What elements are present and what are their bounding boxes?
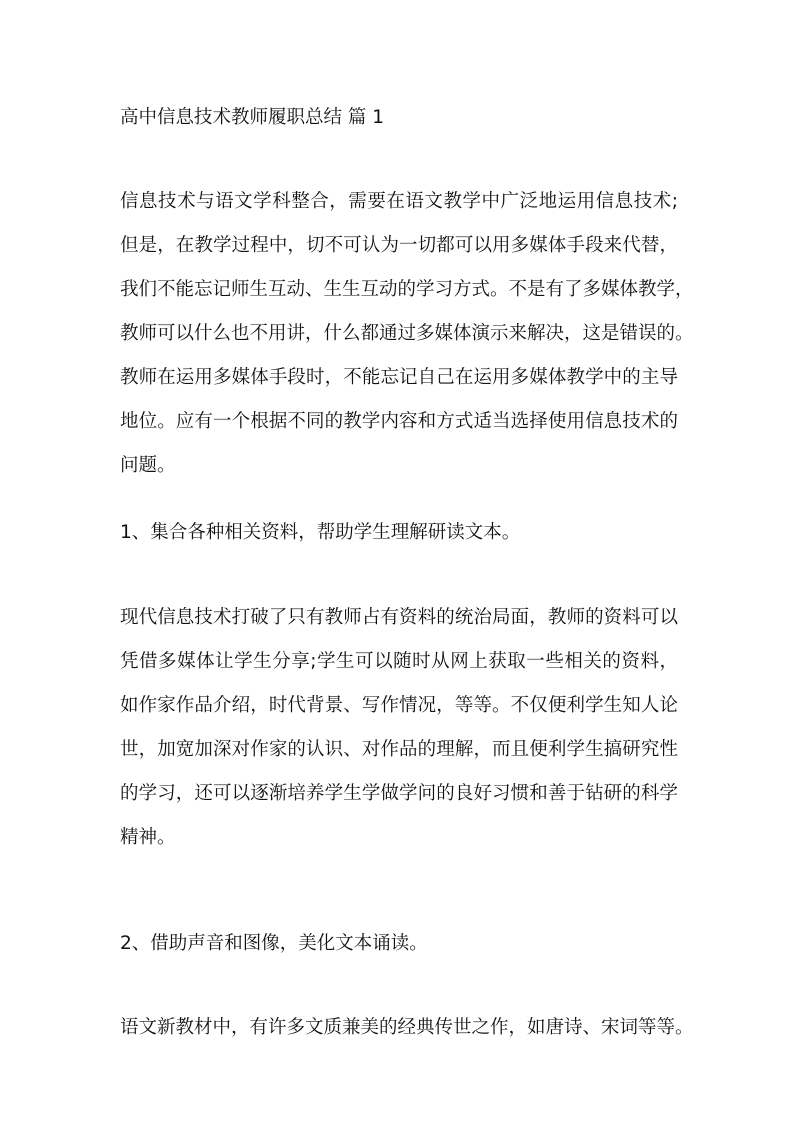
- paragraph-line: 凭借多媒体让学生分享;学生可以随时从网上获取一些相关的资料，: [120, 651, 678, 672]
- paragraph-line: 的学习，还可以逐渐培养学生学做学问的良好习惯和善于钻研的科学: [120, 783, 678, 804]
- section-heading: 1、集合各种相关资料，帮助学生理解研读文本。: [120, 522, 521, 543]
- paragraph-line: 但是，在教学过程中，切不可认为一切都可以用多媒体手段来代替，: [120, 235, 678, 256]
- document-title: 高中信息技术教师履职总结 篇 1: [120, 107, 385, 128]
- paragraph-line: 教师可以什么也不用讲，什么都通过多媒体演示来解决，这是错误的。: [120, 323, 694, 344]
- paragraph-line: 教师在运用多媒体手段时，不能忘记自己在运用多媒体教学中的主导: [120, 367, 678, 388]
- paragraph-line: 信息技术与语文学科整合，需要在语文教学中广泛地运用信息技术;: [120, 191, 678, 212]
- paragraph-line: 我们不能忘记师生互动、生生互动的学习方式。不是有了多媒体教学，: [120, 279, 694, 300]
- paragraph-line: 现代信息技术打破了只有教师占有资料的统治局面，教师的资料可以: [120, 607, 678, 628]
- paragraph-line: 地位。应有一个根据不同的教学内容和方式适当选择使用信息技术的: [120, 411, 678, 432]
- section-heading: 2、借助声音和图像，美化文本诵读。: [120, 933, 428, 954]
- paragraph-line: 世，加宽加深对作家的认识、对作品的理解，而且便利学生搞研究性: [120, 739, 678, 760]
- paragraph-line: 语文新教材中，有许多文质兼美的经典传世之作，如唐诗、宋词等等。: [120, 1017, 694, 1038]
- paragraph-line: 精神。: [120, 827, 176, 848]
- paragraph-line: 问题。: [120, 455, 176, 476]
- paragraph-line: 如作家作品介绍，时代背景、写作情况，等等。不仅便利学生知人论: [120, 695, 678, 716]
